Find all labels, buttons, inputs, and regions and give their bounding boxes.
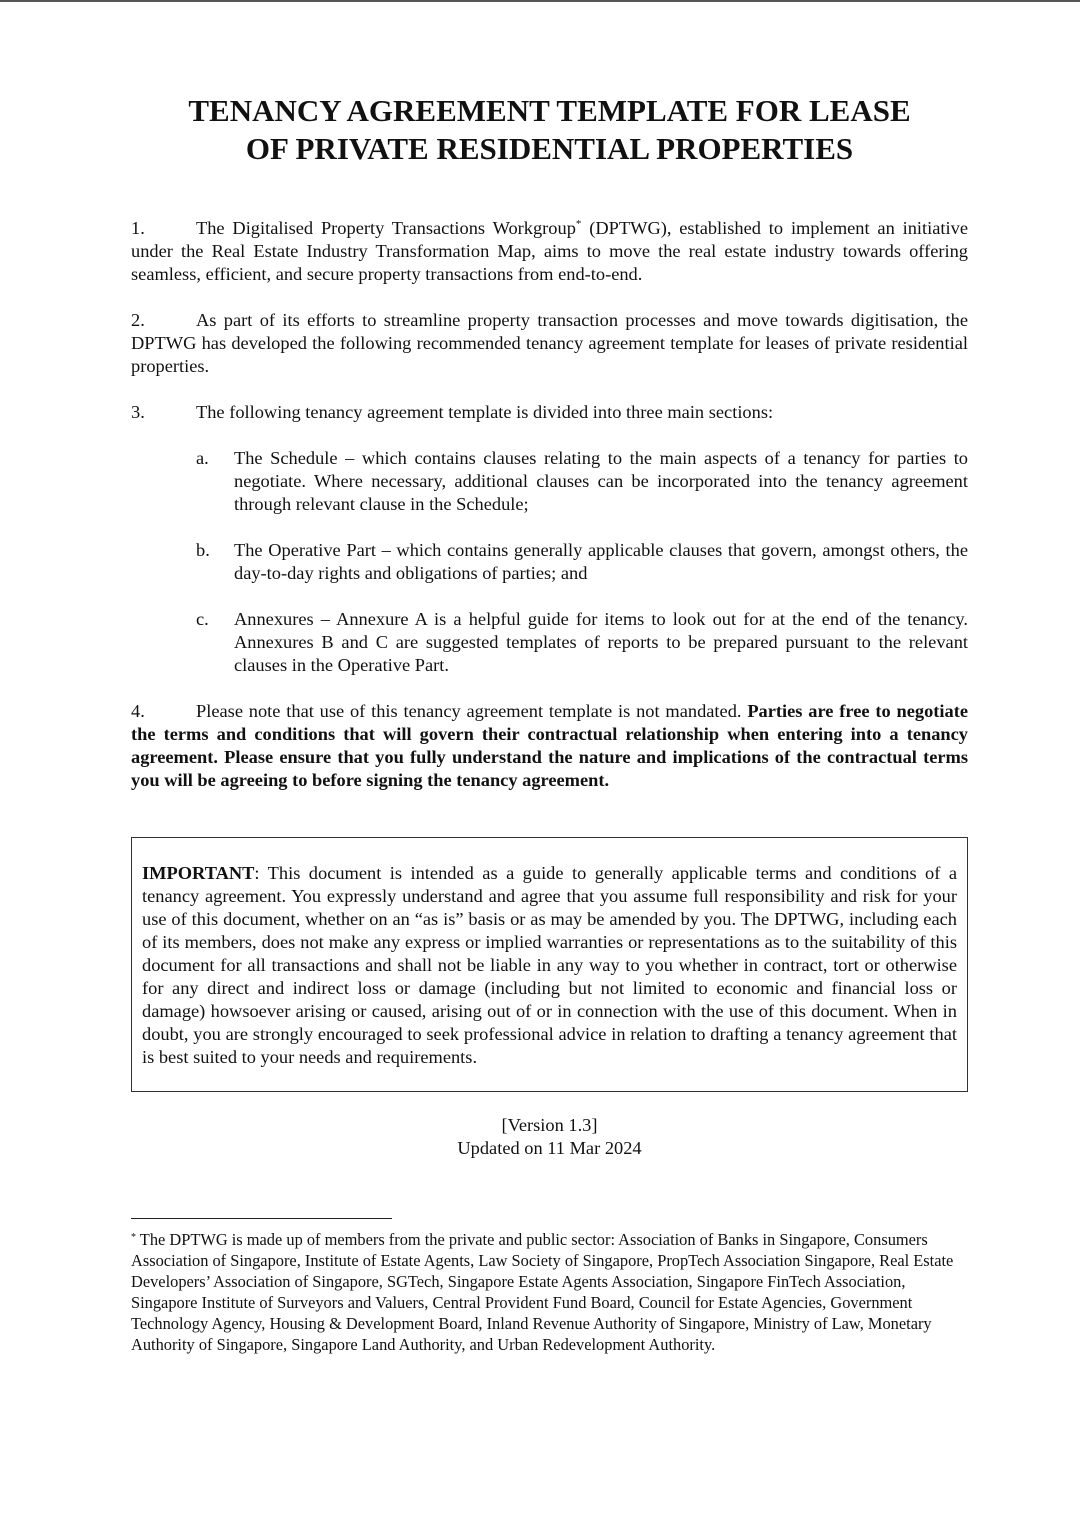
paragraph-text-continued: (DPTWG), established to implement an initiative under the Real Estate Industry Transformation Map, aims to move the real estate industry towards offering seamless, efficient, and secure property transactions from end-to-end. <box>131 218 968 285</box>
section-letter: c. <box>196 609 209 630</box>
section-letter: a. <box>196 448 209 469</box>
paragraph-text: The Digitalised Property Transactions Workgroup <box>196 218 576 239</box>
paragraph-3 <box>131 401 968 424</box>
footnote-divider <box>131 1218 392 1219</box>
paragraph-bold-text: Parties are free to negotiate the terms and conditions that will govern their contractual relationship when entering into a tenancy agreement. Please ensure that you fully understand the nature and implications of the contractual terms you will be agreeing to before signing the tenancy agreement. <box>131 701 968 791</box>
title-line-1: TENANCY AGREEMENT TEMPLATE FOR LEASE <box>188 93 911 128</box>
section-item-schedule <box>131 447 968 516</box>
footnote-mark: * <box>131 1232 136 1244</box>
important-label: IMPORTANT <box>142 863 255 884</box>
title-line-2: OF PRIVATE RESIDENTIAL PROPERTIES <box>245 131 854 166</box>
paragraph-1 <box>131 213 968 286</box>
paragraph-number: 2. <box>131 310 145 331</box>
footnote <box>131 1229 968 1355</box>
section-letter: b. <box>196 540 210 561</box>
important-text: : This document is intended as a guide to generally applicable terms and conditions of a tenancy agreement. You expressly understand and agree that you assume full responsibility and risk for your use of this document, whether on an “as is” basis or as may be amended by you. The DPTWG, including each of its members, does not make any express or implied warranties or representations as to the suitability of this document for all transactions and shall not be liable in any way to you whether in contract, tort or otherwise for any direct and indirect loss or damage (including but not limited to economic and financial loss or damage) howsoever arising or caused, arising out of or in connection with the use of this document. When in doubt, you are strongly encouraged to seek professional advice in relation to drafting a tenancy agreement that is best suited to your needs and requirements. <box>142 863 957 1068</box>
updated-date: Updated on 11 Mar 2024 <box>457 1138 642 1159</box>
section-text: The Operative Part – which contains generally applicable clauses that govern, amongst others, the day-to-day rights and obligations of parties; and <box>234 540 968 584</box>
section-text: The Schedule – which contains clauses relating to the main aspects of a tenancy for parties to negotiate. Where necessary, additional clauses can be incorporated into the tenancy agreement through relevant clause in the Schedule; <box>234 448 968 515</box>
paragraph-text: Please note that use of this tenancy agreement template is not mandated. <box>196 701 748 722</box>
paragraph-number: 1. <box>131 218 145 239</box>
document-title <box>131 90 968 168</box>
paragraph-text: The following tenancy agreement template is divided into three main sections: <box>196 402 774 423</box>
paragraph-text: As part of its efforts to streamline property transaction processes and move towards digitisation, the DPTWG has developed the following recommended tenancy agreement template for leases of private residential properties. <box>131 310 968 377</box>
paragraph-number: 3. <box>131 402 145 423</box>
footnote-text: The DPTWG is made up of members from the private and public sector: Association of Banks in Singapore, Consumers Association of Singapore, Institute of Estate Agents, Law Society of Singapore, PropTech Association Singapore, Real Estate Developers’ Association of Singapore, SGTech, Singapore Estate Agents Association, Singapore FinTech Association, Singapore Institute of Surveyors and Valuers, Central Provident Fund Board, Council for Estate Agencies, Government Technology Agency, Housing & Development Board, Inland Revenue Authority of Singapore, Ministry of Law, Monetary Authority of Singapore, Singapore Land Authority, and Urban Redevelopment Authority. <box>131 1230 954 1355</box>
section-item-operative-part <box>131 539 968 585</box>
footnote-reference: * <box>575 218 582 230</box>
top-border-line <box>0 0 1080 2</box>
paragraph-4 <box>131 700 968 792</box>
section-text: Annexures – Annexure A is a helpful guide for items to look out for at the end of the tenancy. Annexures B and C are suggested templates of reports to be prepared pursuant to the relevant clauses in the Operative Part. <box>234 609 968 676</box>
paragraph-2 <box>131 309 968 378</box>
paragraph-number: 4. <box>131 701 145 722</box>
version-block <box>131 1114 968 1160</box>
section-item-annexures <box>131 608 968 677</box>
version-label: [Version 1.3] <box>501 1115 598 1136</box>
document-page <box>131 90 968 1372</box>
important-disclaimer-box <box>131 837 968 1092</box>
